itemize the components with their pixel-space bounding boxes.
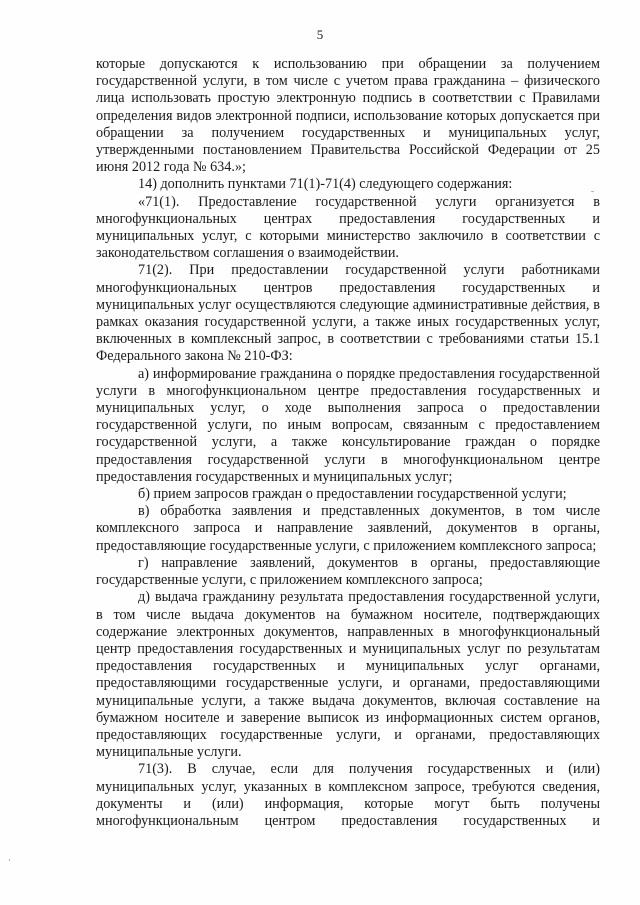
paragraph-subitem-v: в) обработка заявления и представленных документов, в том числе комплексного запроса и направление заявлений, документов в органы, предоставляющие государственные услуги, с приложением комплексного запроса; [96, 503, 600, 554]
paragraph-item-14: 14) дополнить пунктами 71(1)-71(4) следующего содержания: [138, 176, 513, 193]
scan-mark: ˍ [591, 183, 594, 193]
paragraph-subitem-d: д) выдача гражданину результата предоставления государственной услуги, в том числе выдача документов на бумажном носителе, подтверждающих содержание электронных документов, направленных в многофункциональный центр предоставления государственных и муниципальных услуг по результатам предоставления государственных и муниципальных услуг органами, предоставляющими государственные услуги, и органами, предоставляющими муниципальные услуги, а также выдача документов, включая составление на бумажном носителе и заверение выписок из информационных систем органов, предоставляющих государственные услуги, и органами, предоставляющих муниципальные услуги. [96, 589, 600, 761]
paragraph-71-3: 71(3). В случае, если для получения государственных и (или) муниципальных услуг, указанных в комплексном запросе, требуются сведения, документы и (или) информация, которые могут быть получены многофункциональным центром предоставления государственных и [96, 761, 600, 829]
document-body [96, 56, 600, 830]
paragraph-subitem-g: г) направление заявлений, документов в органы, предоставляющие государственные услуги, с приложением комплексного запроса; [96, 554, 600, 589]
paragraph-continuation: которые допускаются к использованию при обращении за получением государственной услуги, в том числе с учетом права гражданина – физического лица использовать простую электронную подпись в соответствии с Правилами определения видов электронной подписи, использование которых допускается при обращении за получением государственных и муниципальных услуг, утвержденными постановлением Правительства Российской Федерации от 25 июня 2012 года № 634.»; [96, 56, 600, 176]
paragraph-71-1: «71(1). Предоставление государственной услуги организуется в многофункциональных центрах предоставления государственных и муниципальных услуг, с которыми министерство заключило в соответствии с законодательством соглашения о взаимодействии. [96, 193, 600, 262]
paragraph-71-2: 71(2). При предоставлении государственной услуги работниками многофункциональных центров предоставления государственных и муниципальных услуг осуществляются следующие административные действия, в рамках оказания государственной услуги, а также иных государственных услуг, включенных в комплексный запрос, в соответствии с требованиями статьи 15.1 Федерального закона № 210-ФЗ: [96, 262, 600, 365]
scan-mark: · [8, 855, 11, 865]
page-number: 5 [316, 27, 324, 42]
paragraph-subitem-a: а) информирование гражданина о порядке предоставления государственной услуги в многофункциональном центре предоставления государственных и муниципальных услуг, о ходе выполнения запроса о предоставлении государственной услуги, по иным вопросам, связанным с предоставлением государственной услуги, а также консультирование граждан о порядке предоставления государственной услуги в многофункциональном центре предоставления государственных и муниципальных услуг; [96, 365, 600, 485]
paragraph-subitem-b: б) прием запросов граждан о предоставлении государственной услуги; [138, 486, 567, 503]
